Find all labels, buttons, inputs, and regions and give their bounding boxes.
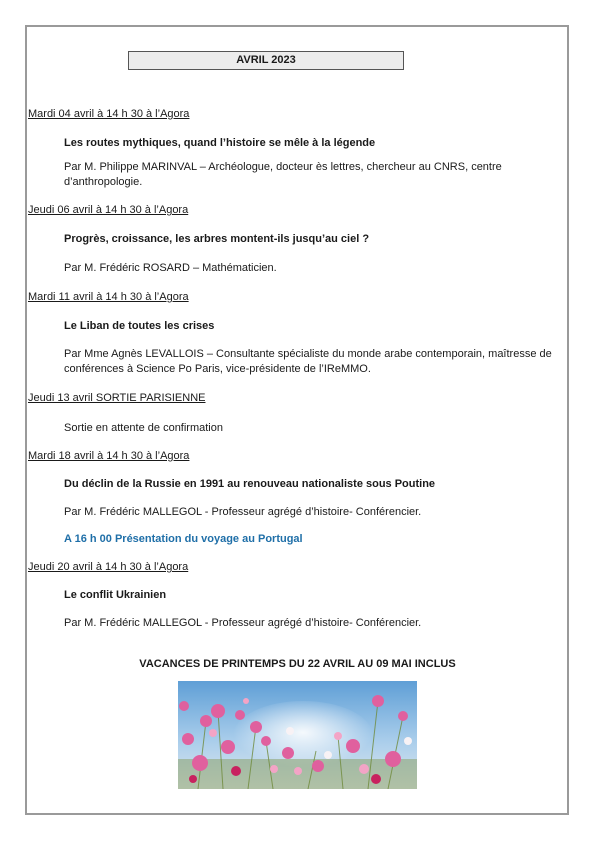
event-speaker: Par Mme Agnès LEVALLOIS – Consultante spécialiste du monde arabe contemporain, maîtresse de conférences à Science Po Paris, vice-présidente de l’IReMMO. [64, 348, 552, 375]
event-highlight: A 16 h 00 Présentation du voyage au Portugal [64, 533, 303, 545]
month-title: AVRIL 2023 [128, 51, 404, 70]
event-note: Sortie en attente de confirmation [64, 422, 223, 434]
event-date: Jeudi 06 avril à 14 h 30 à l’Agora [28, 204, 189, 216]
event-speaker: Par M. Philippe MARINVAL – Archéologue, docteur ès lettres, chercheur au CNRS, centre d’anthropologie. [64, 161, 502, 188]
event-date: Jeudi 13 avril SORTIE PARISIENNE [28, 392, 206, 404]
event-date: Mardi 18 avril à 14 h 30 à l’Agora [28, 450, 190, 462]
event-speaker: Par M. Frédéric MALLEGOL - Professeur agrégé d’histoire- Conférencier. [64, 506, 422, 518]
event-speaker: Par M. Frédéric MALLEGOL - Professeur agrégé d’histoire- Conférencier. [64, 617, 422, 629]
event-speaker: Par M. Frédéric ROSARD – Mathématicien. [64, 262, 277, 274]
event-date: Jeudi 20 avril à 14 h 30 à l’Agora [28, 561, 189, 573]
flower-photo [178, 681, 417, 789]
event-title: Du déclin de la Russie en 1991 au renouveau nationaliste sous Poutine [64, 478, 436, 490]
event-title: Les routes mythiques, quand l’histoire se mêle à la légende [64, 137, 376, 149]
event-date: Mardi 11 avril à 14 h 30 à l’Agora [28, 291, 189, 303]
event-title: Progrès, croissance, les arbres montent-ils jusqu’au ciel ? [64, 233, 370, 245]
event-title: Le Liban de toutes les crises [64, 320, 215, 332]
event-date: Mardi 04 avril à 14 h 30 à l’Agora [28, 108, 190, 120]
vacances-banner: VACANCES DE PRINTEMPS DU 22 AVRIL AU 09 MAI INCLUS [139, 658, 456, 670]
event-title: Le conflit Ukrainien [64, 589, 167, 601]
